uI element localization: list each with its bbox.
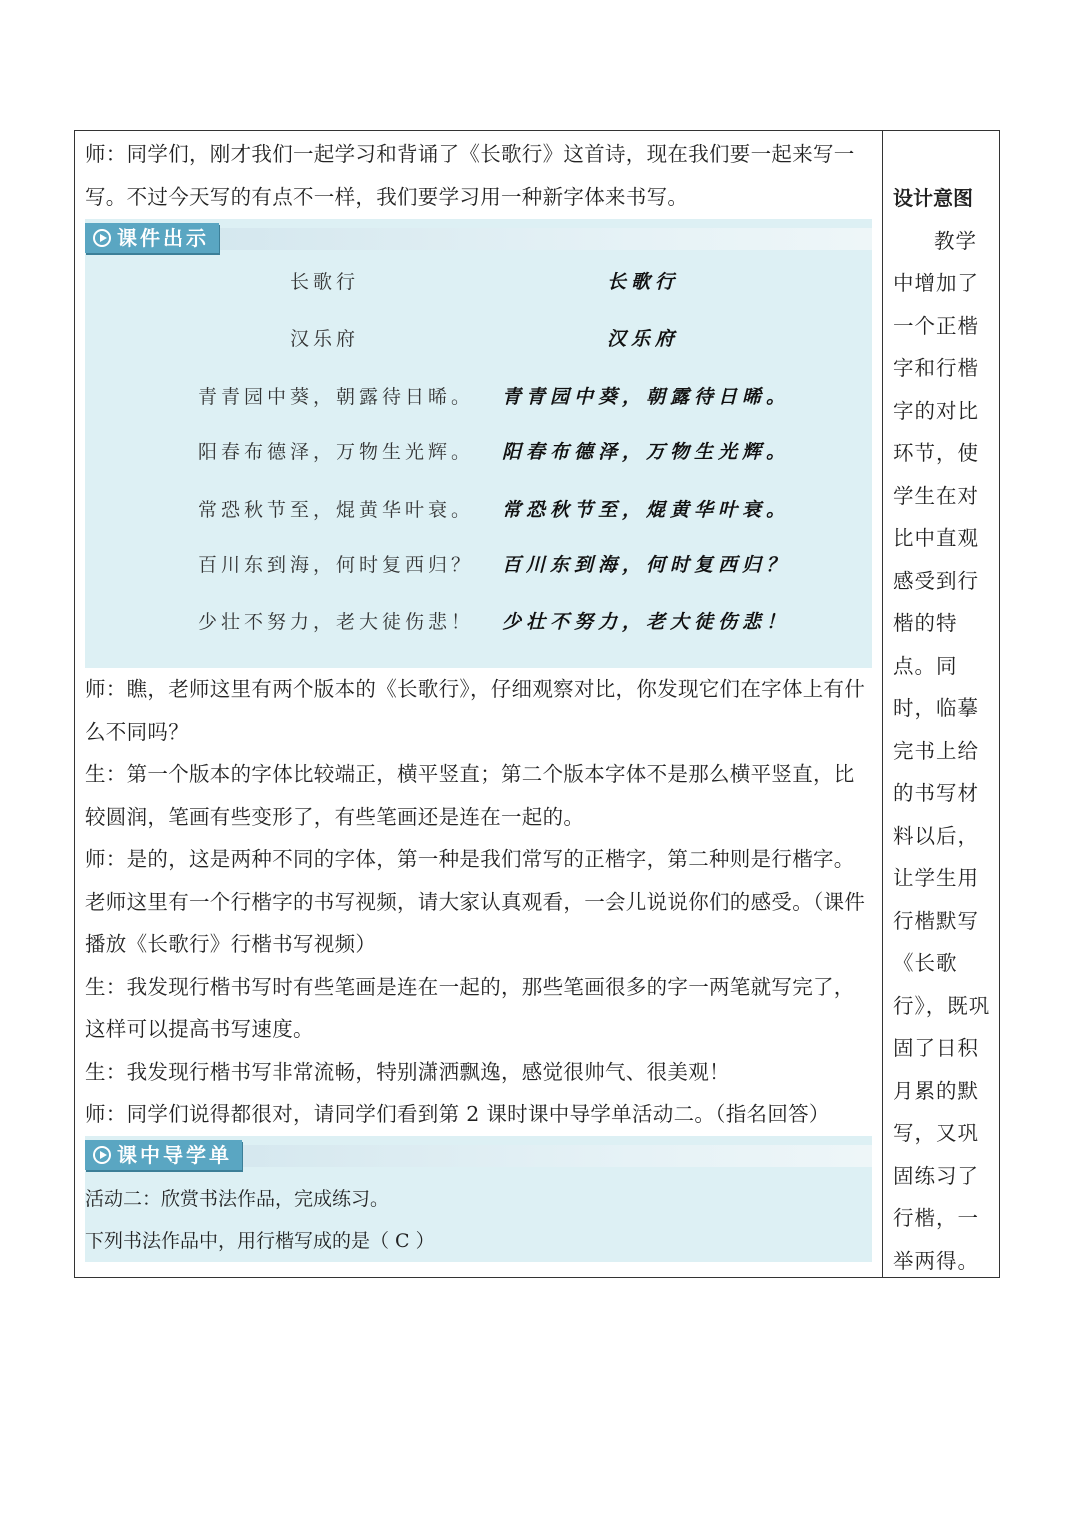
design-intent-column xyxy=(883,131,999,1277)
poem-line-running: 百川东到海，何时复西归？ xyxy=(502,554,791,576)
lesson-plan-table xyxy=(74,130,1000,1278)
poem-author-running: 汉乐府 xyxy=(607,328,680,350)
poem-line-running: 常恐秋节至，焜黄华叶衰。 xyxy=(502,499,791,521)
poem-line-running: 青青园中葵，朝露待日晞。 xyxy=(502,386,791,408)
design-intent-title: 设计意图 xyxy=(893,186,973,210)
poem-line-regular: 百川东到海，何时复西归？ xyxy=(198,554,475,576)
dialog-paragraph: 师：同学们说得都很对，请同学们看到第 2 课时课中导学单活动二。（指名回答） xyxy=(85,1102,830,1126)
courseware-label: 课件出示 xyxy=(117,226,209,250)
dialog-paragraph: 生：我发现行楷书写非常流畅，特别潇洒飘逸，感觉很帅气、很美观！ xyxy=(85,1059,730,1084)
design-intent-text: 教学中增加了一个正楷字和行楷字的对比环节，使学生在对比中直观感受到行楷的特点。同时，临摹完书上给的书写材料以后，让学生用行楷默写《长歌行》，既巩固了日积月累的默写，又巩固练习了行楷，一举两得。 xyxy=(893,228,991,1273)
courseware-banner xyxy=(85,219,872,259)
dialog-paragraph: 师：同学们，刚才我们一起学习和背诵了《长歌行》这首诗，现在我们要一起来写一写。不过今天写的有点不一样，我们要学习用一种新字体来书写。 xyxy=(85,142,855,209)
dialog-paragraph: 生：第一个版本的字体比较端正，横平竖直；第二个版本字体不是那么横平竖直，比较圆润，笔画有些变形了，有些笔画还是连在一起的。 xyxy=(85,762,855,829)
guide-tag xyxy=(85,1140,242,1170)
dialog-paragraph: 师：瞧，老师这里有两个版本的《长歌行》，仔细观察对比，你发现它们在字体上有什么不同吗？ xyxy=(85,677,866,744)
teaching-process-column xyxy=(75,131,883,1277)
poem-line-regular: 常恐秋节至，焜黄华叶衰。 xyxy=(198,499,475,521)
play-icon xyxy=(93,1146,111,1164)
courseware-tag xyxy=(85,223,219,253)
poem-author-regular: 汉乐府 xyxy=(290,328,360,350)
poem-title-running: 长歌行 xyxy=(607,271,680,293)
poem-line-running: 少壮不努力，老大徒伤悲！ xyxy=(502,611,791,633)
dialog-paragraph: 师：是的，这是两种不同的字体，第一种是我们常写的正楷字，第二种则是行楷字。老师这里有一个行楷字的书写视频，请大家认真观看，一会儿说说你们的感受。（课件播放《长歌行》行楷书写视频） xyxy=(85,847,866,956)
poem-title-regular: 长歌行 xyxy=(290,271,360,293)
play-icon xyxy=(93,229,111,247)
courseware-box xyxy=(85,219,872,668)
poem-line-regular: 阳春布德泽，万物生光辉。 xyxy=(198,441,475,463)
poem-line-regular: 少壮不努力，老大徒伤悲！ xyxy=(198,611,475,633)
guide-banner xyxy=(85,1136,872,1176)
poem-line-running: 阳春布德泽，万物生光辉。 xyxy=(502,441,791,463)
dialog-paragraph: 生：我发现行楷书写时有些笔画是连在一起的，那些笔画很多的字一两笔就写完了，这样可以提高书写速度。 xyxy=(85,974,855,1041)
guide-box xyxy=(85,1136,872,1262)
question-line: 下列书法作品中，用行楷写成的是（ C ） xyxy=(85,1229,435,1252)
activity-line: 活动二：欣赏书法作品，完成练习。 xyxy=(85,1187,390,1210)
guide-label: 课中导学单 xyxy=(117,1142,232,1167)
poem-line-regular: 青青园中葵，朝露待日晞。 xyxy=(198,386,475,408)
poem-comparison xyxy=(85,259,872,668)
